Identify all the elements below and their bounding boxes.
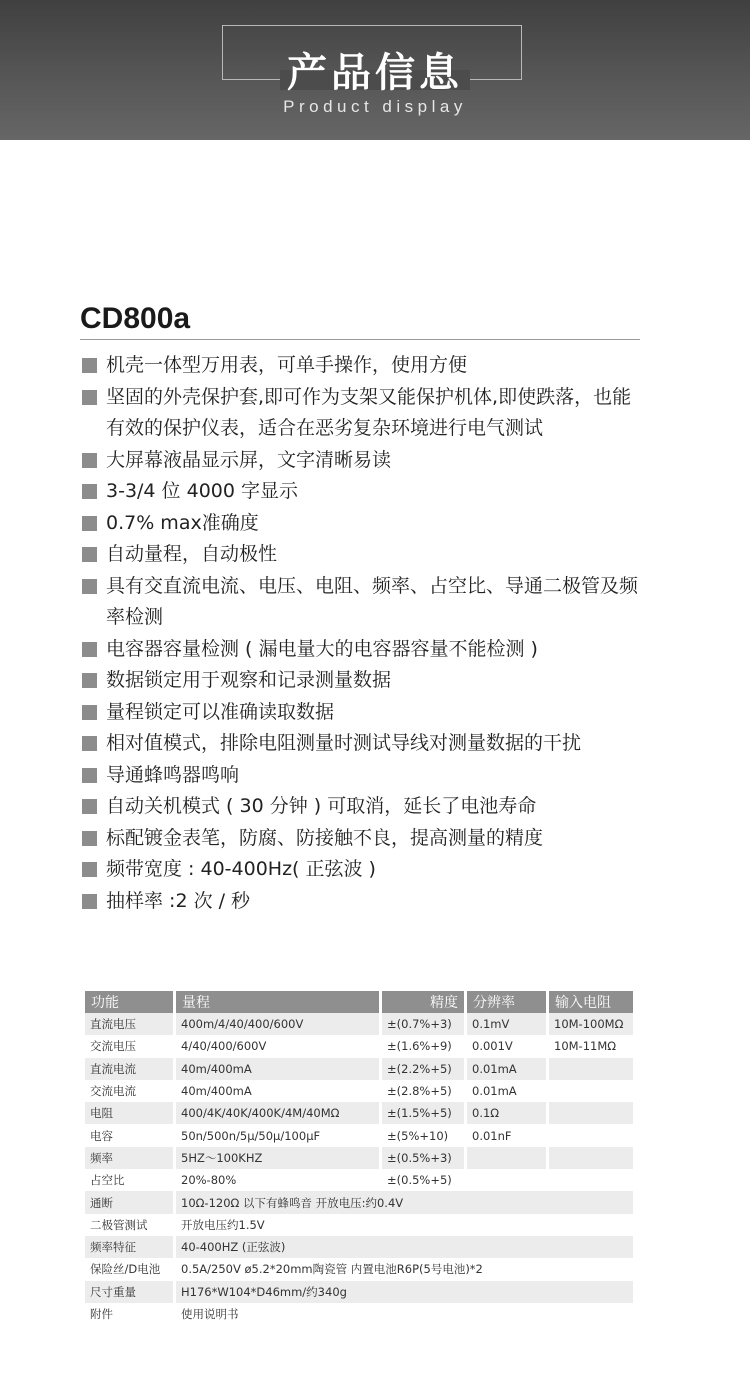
cell-input-resistance	[549, 1080, 633, 1102]
cell-function: 附件	[85, 1303, 176, 1325]
feature-text: 3-3/4 位 4000 字显示	[106, 480, 298, 502]
header-resolution: 分辨率	[467, 991, 549, 1013]
table-row	[85, 1214, 633, 1236]
cell-accuracy: ±(0.5%+5)	[382, 1169, 467, 1191]
cell-range: 40m/400mA	[176, 1058, 382, 1080]
cell-range: 400m/4/40/400/600V	[176, 1013, 382, 1035]
cell-input-resistance: 10M-100MΩ	[549, 1013, 633, 1035]
feature-item	[80, 760, 650, 792]
spec-table	[85, 991, 633, 1325]
cell-function: 保险丝/D电池	[85, 1258, 176, 1280]
cell-range: 20%-80%	[176, 1169, 382, 1191]
cell-resolution: 0.1Ω	[467, 1102, 549, 1124]
cell-resolution	[467, 1169, 549, 1191]
cell-function: 交流电流	[85, 1080, 176, 1102]
header-accuracy: 精度	[382, 991, 467, 1013]
table-row	[85, 1058, 633, 1080]
spec-header-row	[85, 991, 633, 1013]
bullet-square-icon	[82, 642, 97, 657]
feature-item	[80, 539, 650, 571]
feature-item	[80, 791, 650, 823]
table-row	[85, 1124, 633, 1146]
header-range: 量程	[176, 991, 382, 1013]
bullet-square-icon	[82, 390, 97, 405]
feature-text: 0.7% max准确度	[106, 511, 259, 534]
cell-spec-detail: 10Ω-120Ω 以下有蜂鸣音 开放电压:约0.4V	[176, 1191, 633, 1213]
bullet-square-icon	[82, 799, 97, 814]
feature-item	[80, 476, 650, 508]
cell-range: 4/40/400/600V	[176, 1035, 382, 1057]
bullet-square-icon	[82, 484, 97, 499]
table-row	[85, 1102, 633, 1124]
cell-function: 电阻	[85, 1102, 176, 1124]
feature-item	[80, 886, 650, 918]
cell-accuracy: ±(0.7%+3)	[382, 1013, 467, 1035]
table-row	[85, 1080, 633, 1102]
table-row	[85, 1281, 633, 1303]
feature-text: 自动量程，自动极性	[106, 543, 278, 565]
cell-spec-detail: 使用说明书	[176, 1303, 633, 1325]
cell-range: 400/4K/40K/400K/4M/40MΩ	[176, 1102, 382, 1124]
table-row	[85, 1303, 633, 1325]
table-row	[85, 1035, 633, 1057]
feature-item	[80, 508, 650, 540]
cell-range: 5HZ～100KHZ	[176, 1147, 382, 1169]
cell-resolution: 0.01mA	[467, 1058, 549, 1080]
bullet-square-icon	[82, 453, 97, 468]
table-row	[85, 1013, 633, 1035]
feature-text: 抽样率 :2 次 / 秒	[106, 889, 251, 912]
feature-item	[80, 571, 650, 634]
feature-text: 具有交直流电流、电压、电阻、频率、占空比、导通二极管及频率检测	[106, 574, 639, 628]
cell-input-resistance	[549, 1058, 633, 1080]
feature-item	[80, 665, 650, 697]
cell-accuracy: ±(1.6%+9)	[382, 1035, 467, 1057]
cell-accuracy: ±(5%+10)	[382, 1124, 467, 1146]
cell-function: 二极管测试	[85, 1214, 176, 1236]
cell-function: 电容	[85, 1124, 176, 1146]
bullet-square-icon	[82, 894, 97, 909]
table-row	[85, 1258, 633, 1280]
feature-text: 频带宽度 : 40-400Hz( 正弦波 )	[106, 858, 376, 880]
cell-spec-detail: 40-400HZ (正弦波)	[176, 1236, 633, 1258]
feature-item	[80, 445, 650, 477]
feature-text: 机壳一体型万用表，可单手操作，使用方便	[106, 354, 468, 376]
bullet-square-icon	[82, 705, 97, 720]
feature-text: 电容器容量检测 ( 漏电量大的电容器容量不能检测 )	[106, 637, 538, 660]
cell-function: 频率	[85, 1147, 176, 1169]
table-row	[85, 1236, 633, 1258]
cell-function: 直流电压	[85, 1013, 176, 1035]
header-banner	[0, 0, 750, 140]
cell-accuracy: ±(1.5%+5)	[382, 1102, 467, 1124]
cell-range: 40m/400mA	[176, 1080, 382, 1102]
cell-accuracy: ±(2.2%+5)	[382, 1058, 467, 1080]
table-row	[85, 1191, 633, 1213]
feature-item	[80, 382, 650, 445]
feature-item	[80, 697, 650, 729]
cell-input-resistance	[549, 1147, 633, 1169]
cell-accuracy: ±(0.5%+3)	[382, 1147, 467, 1169]
cell-range: 50n/500n/5μ/50μ/100μF	[176, 1124, 382, 1146]
feature-item	[80, 823, 650, 855]
banner-title: 产品信息	[287, 50, 463, 96]
bullet-square-icon	[82, 673, 97, 688]
cell-resolution: 0.1mV	[467, 1013, 549, 1035]
cell-function: 直流电流	[85, 1058, 176, 1080]
cell-resolution	[467, 1147, 549, 1169]
cell-function: 频率特征	[85, 1236, 176, 1258]
cell-spec-detail: 开放电压约1.5V	[176, 1214, 633, 1236]
cell-function: 交流电压	[85, 1035, 176, 1057]
cell-resolution: 0.001V	[467, 1035, 549, 1057]
feature-list	[80, 350, 650, 917]
cell-accuracy: ±(2.8%+5)	[382, 1080, 467, 1102]
bullet-square-icon	[82, 736, 97, 751]
cell-input-resistance: 10M-11MΩ	[549, 1035, 633, 1057]
cell-input-resistance	[549, 1169, 633, 1191]
feature-item	[80, 634, 650, 666]
cell-input-resistance	[549, 1102, 633, 1124]
feature-text: 坚固的外壳保护套,即可作为支架又能保护机体,即使跌落，也能有效的保护仪表，适合在恶劣复杂环境进行电气测试	[106, 385, 632, 439]
table-row	[85, 1147, 633, 1169]
bullet-square-icon	[82, 831, 97, 846]
bullet-square-icon	[82, 516, 97, 531]
cell-spec-detail: H176*W104*D46mm/约340g	[176, 1281, 633, 1303]
title-divider	[80, 339, 640, 340]
feature-text: 自动关机模式 ( 30 分钟 ) 可取消，延长了电池寿命	[106, 795, 537, 817]
banner-subtitle: Product display	[283, 97, 467, 116]
feature-text: 导通蜂鸣器鸣响	[106, 763, 240, 786]
feature-item	[80, 350, 650, 382]
cell-spec-detail: 0.5A/250V ø5.2*20mm陶瓷管 内置电池R6P(5号电池)*2	[176, 1258, 633, 1280]
feature-text: 标配镀金表笔，防腐、防接触不良，提高测量的精度	[106, 826, 544, 849]
cell-function: 通断	[85, 1191, 176, 1213]
bullet-square-icon	[82, 768, 97, 783]
cell-resolution: 0.01nF	[467, 1124, 549, 1146]
bullet-square-icon	[82, 547, 97, 562]
cell-input-resistance	[549, 1124, 633, 1146]
feature-text: 大屏幕液晶显示屏，文字清晰易读	[106, 448, 392, 471]
header-input-resistance: 输入电阻	[549, 991, 633, 1013]
feature-text: 相对值模式，排除电阻测量时测试导线对测量数据的干扰	[106, 732, 582, 754]
cell-function: 占空比	[85, 1169, 176, 1191]
feature-text: 数据锁定用于观察和记录测量数据	[106, 669, 392, 691]
cell-resolution: 0.01mA	[467, 1080, 549, 1102]
feature-item	[80, 854, 650, 886]
cell-function: 尺寸重量	[85, 1281, 176, 1303]
bullet-square-icon	[82, 579, 97, 594]
bullet-square-icon	[82, 862, 97, 877]
header-function: 功能	[85, 991, 176, 1013]
feature-item	[80, 728, 650, 760]
feature-text: 量程锁定可以准确读取数据	[106, 700, 335, 723]
model-title: CD800a	[80, 302, 191, 335]
bullet-square-icon	[82, 358, 97, 373]
table-row	[85, 1169, 633, 1191]
